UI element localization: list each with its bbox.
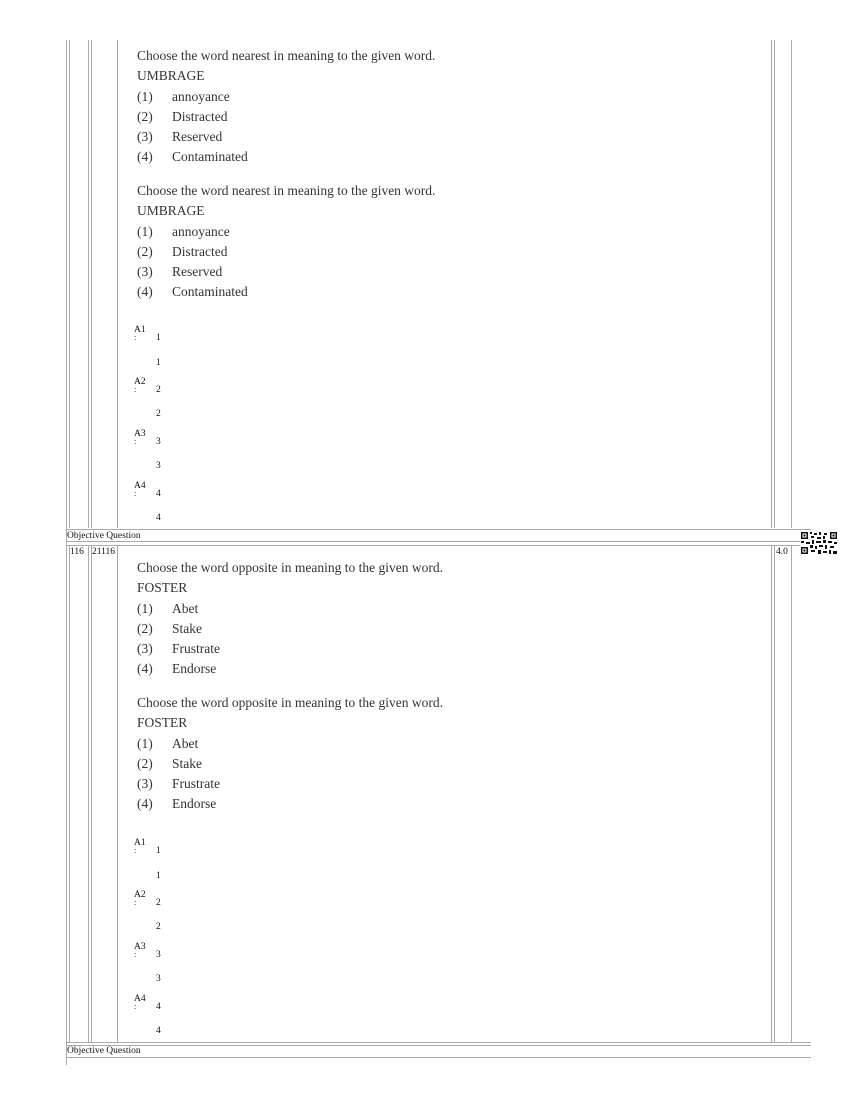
question-word: UMBRAGE — [137, 68, 205, 84]
answer-value: 2 — [156, 409, 161, 419]
option-text: Stake — [172, 755, 202, 771]
answer-label: A1 : — [134, 838, 146, 855]
answer-label: A3 : — [134, 429, 146, 446]
col-divider-qid — [91, 545, 92, 1042]
question-word: UMBRAGE — [137, 203, 205, 219]
option-item — [137, 147, 737, 167]
option-text: Reserved — [172, 129, 223, 145]
option-text: Frustrate — [172, 641, 220, 657]
option-item — [137, 87, 737, 107]
answer-value: 2 — [156, 898, 161, 908]
option-item — [137, 262, 737, 282]
option-number: (1) — [137, 735, 153, 751]
option-item — [137, 774, 737, 794]
question-prompt: Choose the word nearest in meaning to the given word. — [137, 48, 436, 63]
option-text: Contaminated — [172, 149, 248, 165]
question-id: 21116 — [92, 547, 116, 557]
option-number: (2) — [137, 620, 153, 636]
table-border-left — [66, 40, 67, 1065]
row-separator — [66, 529, 811, 530]
answer-label: A2 : — [134, 377, 146, 394]
answer-value: 1 — [156, 333, 161, 343]
option-text: Endorse — [172, 796, 217, 812]
option-number: (2) — [137, 108, 153, 124]
row-separator — [66, 541, 811, 542]
option-number: (2) — [137, 243, 153, 259]
answer-value: 4 — [156, 513, 161, 523]
answer-value: 4 — [156, 1026, 161, 1036]
question-prompt: Choose the word opposite in meaning to the given word. — [137, 695, 443, 710]
question-prompt: Choose the word opposite in meaning to the given word. — [137, 560, 443, 575]
row-separator — [66, 545, 811, 546]
section-label: Objective Question — [67, 531, 141, 541]
answer-value: 1 — [156, 846, 161, 856]
option-item — [137, 734, 737, 754]
table-border-right — [791, 40, 792, 528]
option-number: (1) — [137, 600, 153, 616]
option-text: Reserved — [172, 264, 223, 280]
option-item — [137, 282, 737, 302]
option-item — [137, 639, 737, 659]
qr-code-icon — [800, 531, 838, 555]
question-prompt: Choose the word nearest in meaning to the given word. — [137, 183, 436, 198]
option-number: (3) — [137, 776, 153, 792]
table-border-right — [791, 545, 792, 1042]
option-item — [137, 659, 737, 679]
question-word: FOSTER — [137, 580, 188, 596]
answer-value: 1 — [156, 358, 161, 368]
option-number: (3) — [137, 641, 153, 657]
option-number: (4) — [137, 149, 153, 165]
answer-value: 3 — [156, 461, 161, 471]
answer-value: 3 — [156, 974, 161, 984]
question-body — [137, 558, 737, 680]
answer-value: 1 — [156, 871, 161, 881]
col-divider-marks — [774, 40, 775, 528]
row-separator — [66, 1045, 811, 1046]
col-divider-body-right — [771, 545, 772, 1042]
col-divider-qid — [91, 40, 92, 528]
option-text: Abet — [172, 600, 199, 616]
option-number: (4) — [137, 284, 153, 300]
question-body — [137, 693, 737, 815]
col-divider-serial — [88, 40, 89, 528]
option-text: Distracted — [172, 243, 228, 259]
question-body — [137, 181, 737, 303]
option-number: (1) — [137, 223, 153, 239]
col-divider-marks — [774, 545, 775, 1042]
option-item — [137, 222, 737, 242]
option-text: Frustrate — [172, 776, 220, 792]
answer-value: 4 — [156, 489, 161, 499]
option-number: (2) — [137, 755, 153, 771]
answer-label: A2 : — [134, 890, 146, 907]
option-number: (3) — [137, 264, 153, 280]
answer-value: 3 — [156, 437, 161, 447]
option-text: annoyance — [172, 88, 230, 104]
answer-value: 3 — [156, 950, 161, 960]
option-item — [137, 107, 737, 127]
answer-label: A4 : — [134, 994, 146, 1011]
question-serial: 116 — [70, 547, 84, 557]
answer-label: A1 : — [134, 325, 146, 342]
option-item — [137, 619, 737, 639]
answer-value: 2 — [156, 385, 161, 395]
option-text: Distracted — [172, 108, 228, 124]
answer-label: A4 : — [134, 481, 146, 498]
option-text: Abet — [172, 735, 199, 751]
option-item — [137, 599, 737, 619]
answer-label: A3 : — [134, 942, 146, 959]
option-item — [137, 794, 737, 814]
row-separator — [66, 1042, 811, 1043]
table-border-left-inner — [69, 40, 70, 528]
answer-value: 2 — [156, 922, 161, 932]
section-label: Objective Question — [67, 1046, 141, 1056]
col-divider-body-right — [771, 40, 772, 528]
col-divider-serial — [88, 545, 89, 1042]
option-text: annoyance — [172, 223, 230, 239]
option-item — [137, 127, 737, 147]
col-divider-body-left — [117, 545, 118, 1042]
table-border-left-inner — [69, 545, 70, 1042]
option-item — [137, 242, 737, 262]
option-text: Endorse — [172, 661, 217, 677]
question-marks: 4.0 — [776, 547, 788, 557]
option-item — [137, 754, 737, 774]
option-number: (4) — [137, 796, 153, 812]
row-separator — [66, 1057, 811, 1058]
option-text: Stake — [172, 620, 202, 636]
answer-value: 4 — [156, 1002, 161, 1012]
col-divider-body-left — [117, 40, 118, 528]
option-number: (3) — [137, 129, 153, 145]
option-number: (1) — [137, 88, 153, 104]
question-word: FOSTER — [137, 715, 188, 731]
option-number: (4) — [137, 661, 153, 677]
question-body — [137, 46, 737, 168]
option-text: Contaminated — [172, 284, 248, 300]
